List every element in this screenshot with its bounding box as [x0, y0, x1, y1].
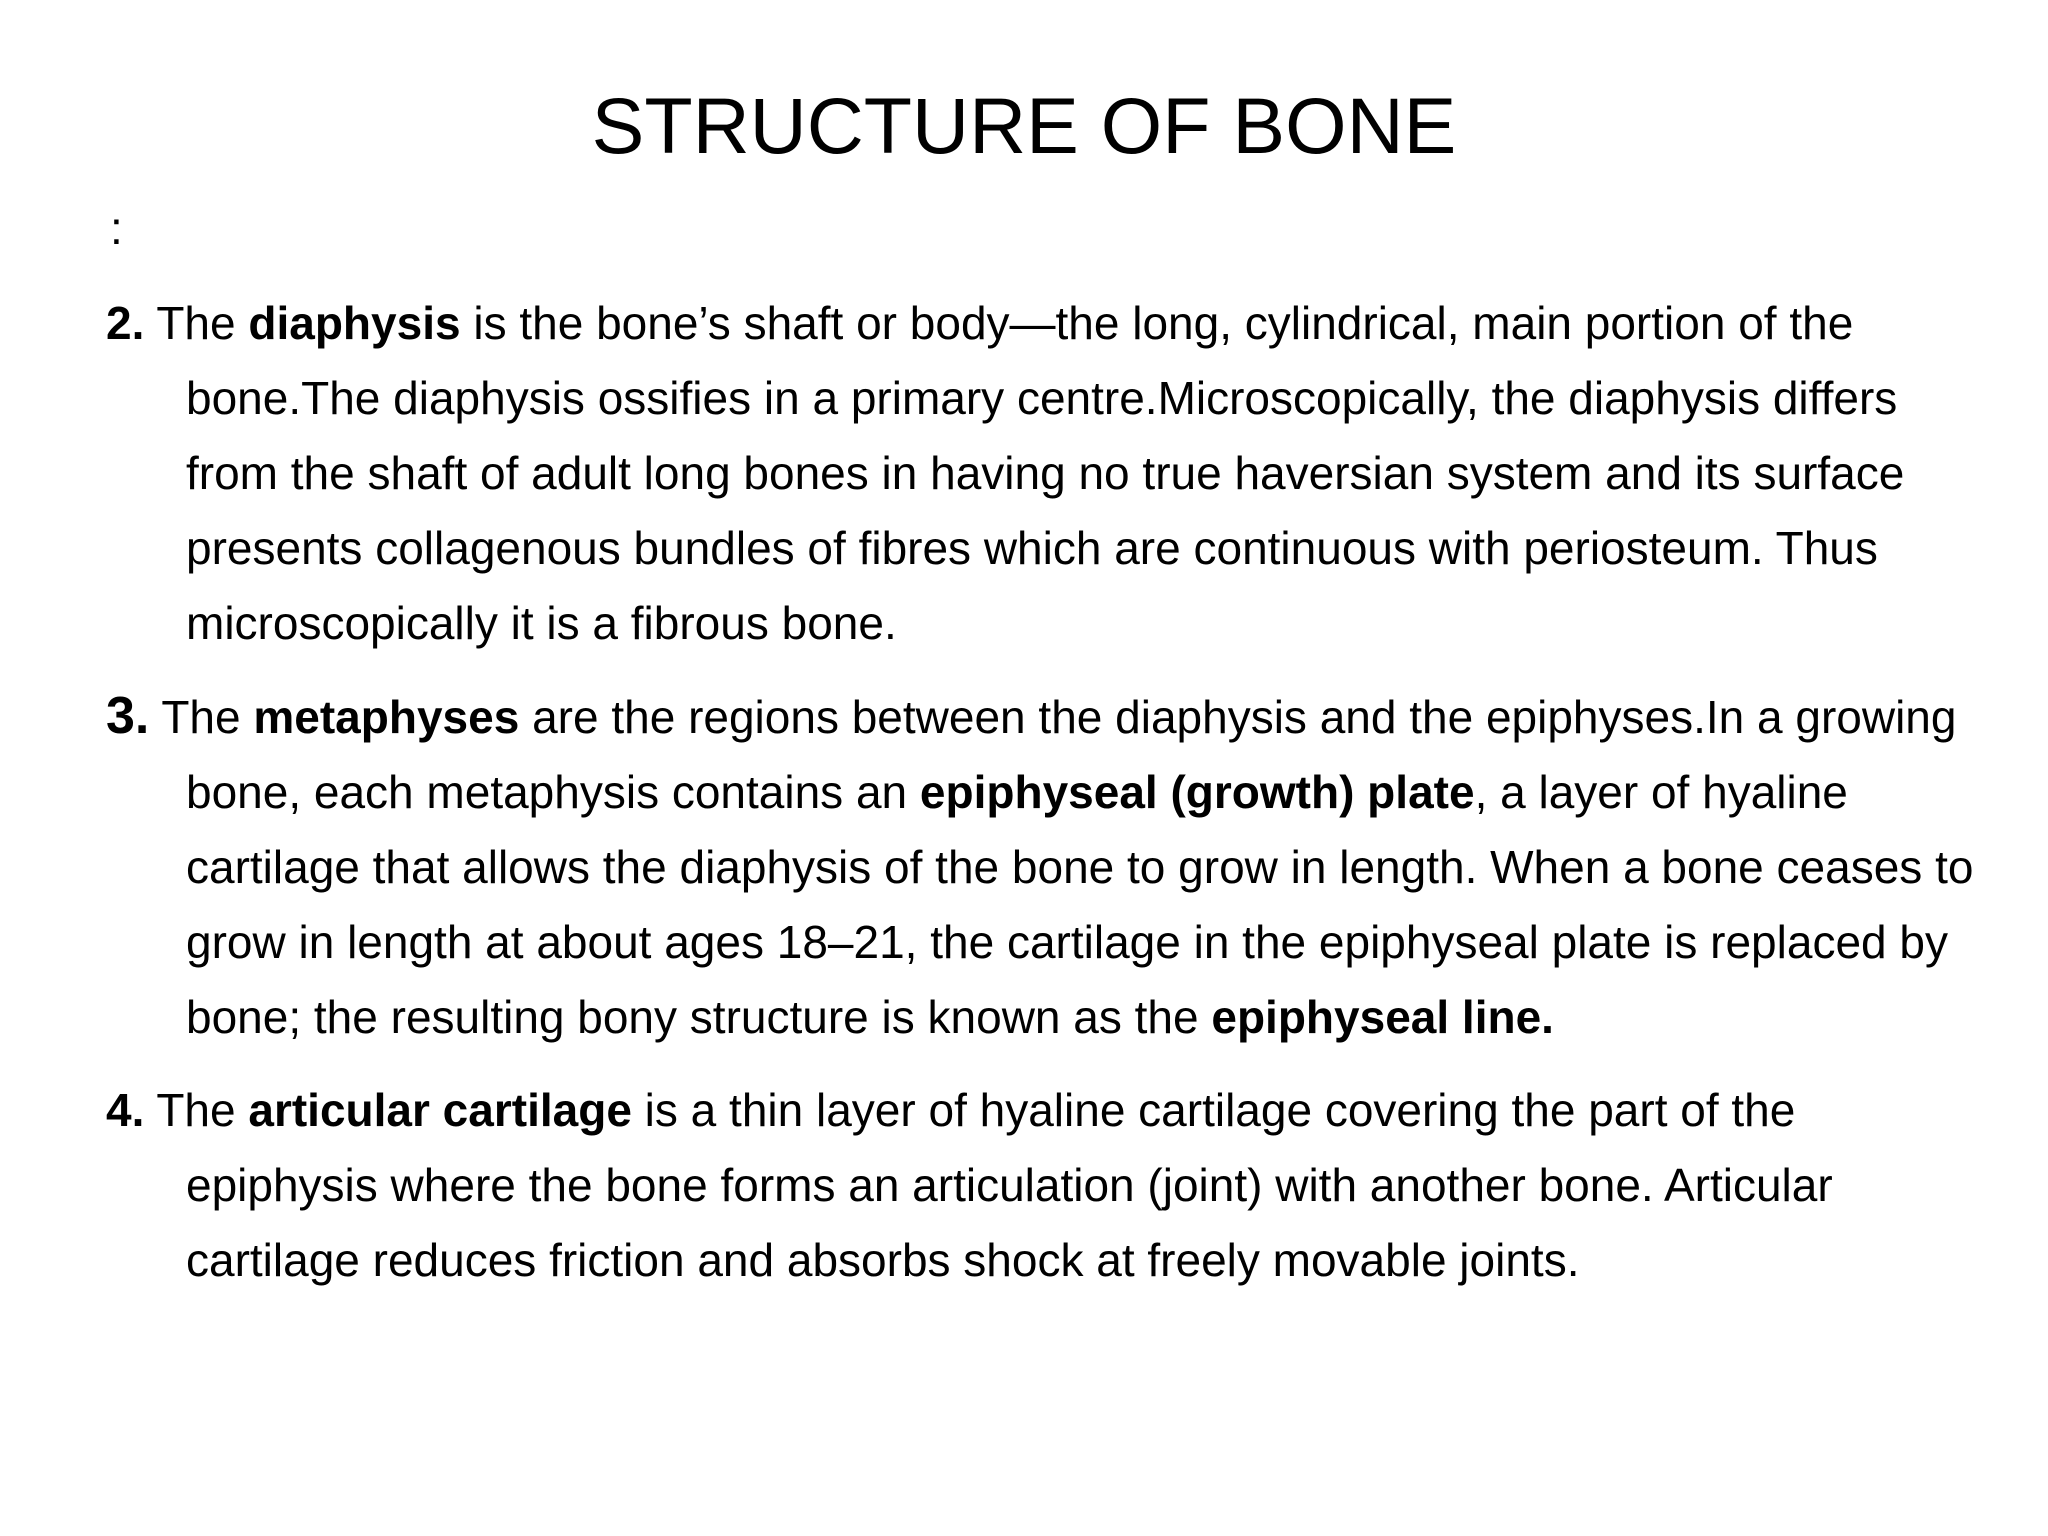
point-number: 3. — [106, 687, 150, 745]
point-text: is the bone’s shaft or body—the long, cylindrical, main portion of the bone.The diaphysis ossifies in a primary centre.Microscopically, the diaphysis differs from the shaft of adult long bones in having no true haversian system and its surface presents collagenous bundles of fibres which are continuous with periosteum. Thus microscopically it is a fibrous bone. — [186, 297, 1905, 649]
point-number: 4. — [106, 1084, 145, 1136]
point-text: are the regions between the diaphysis and the epiphyses.In a growing bone, each metaphysis contains an — [186, 691, 1957, 818]
term-epiphyseal-line: epiphyseal line. — [1211, 991, 1554, 1043]
point-number: 2. — [106, 297, 145, 349]
term-epiphyseal-plate: epiphyseal (growth) plate — [919, 766, 1475, 818]
term-articular-cartilage: articular cartilage — [248, 1084, 632, 1136]
point-intro: The — [149, 691, 254, 743]
point-text: , a layer of hyaline cartilage that allows the diaphysis of the bone to grow in length. When a bone ceases to grow in length at about ages 18–21, the cartilage in the epiphyseal plate is replaced by bone; the resulting bony structure is known as the — [186, 766, 1974, 1043]
bullet-list — [106, 286, 1986, 1316]
term-metaphyses: metaphyses — [253, 691, 520, 743]
slide-title: STRUCTURE OF BONE — [591, 81, 1457, 170]
colon-marker: : — [110, 202, 123, 254]
point-intro: The — [144, 297, 249, 349]
point-text: is a thin layer of hyaline cartilage covering the part of the epiphysis where the bone forms an articulation (joint) with another bone. Articular cartilage reduces friction and absorbs shock at freely movable joints. — [186, 1084, 1833, 1286]
point-intro: The — [144, 1084, 249, 1136]
point-articular-cartilage — [106, 1073, 1986, 1298]
point-metaphyses — [106, 679, 1986, 1055]
term-diaphysis: diaphysis — [248, 297, 461, 349]
point-diaphysis — [106, 286, 1986, 661]
